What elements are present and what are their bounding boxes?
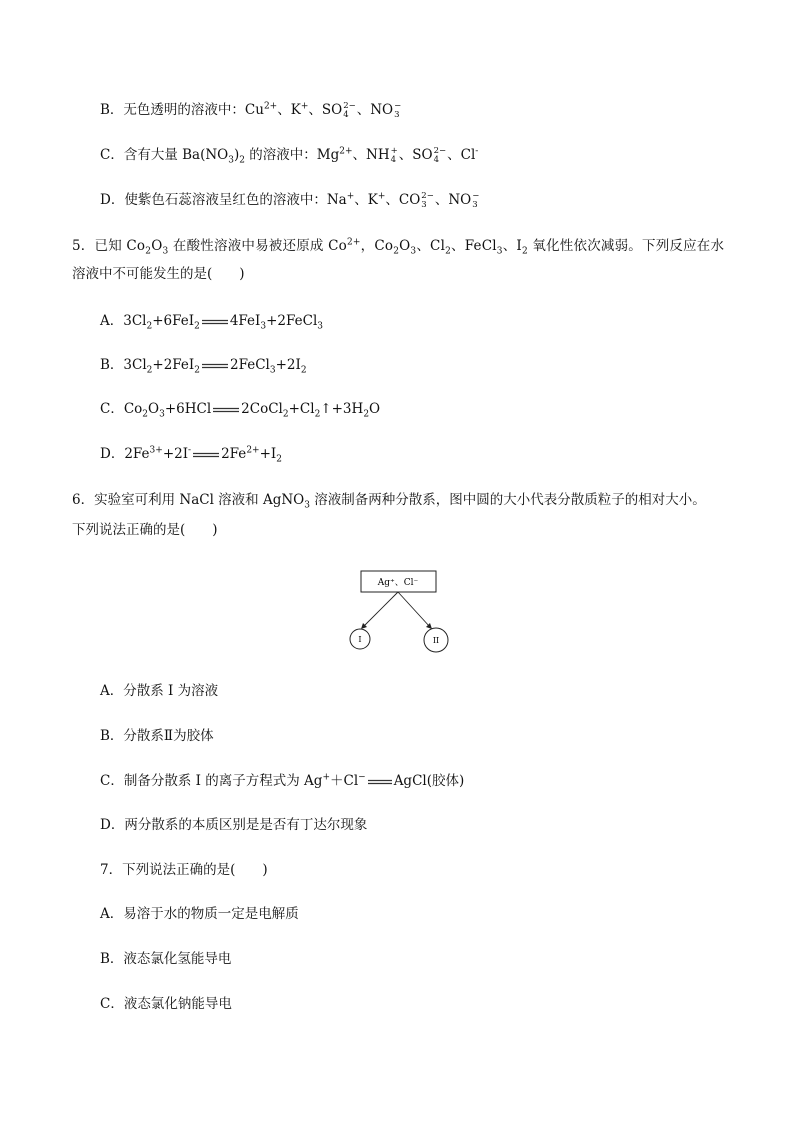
- q6-option-a[interactable]: A．分散系 I 为溶液: [100, 683, 219, 699]
- arrow-left-line: [363, 592, 398, 627]
- q7-option-a[interactable]: A．易溶于水的物质一定是电解质: [100, 906, 299, 922]
- q4-option-b[interactable]: B．无色透明的溶液中：$Cu^{2+}$、K+、SO 2− 4 、NO − 3: [100, 101, 402, 120]
- circle-i-label: I: [358, 635, 362, 644]
- q7-option-c[interactable]: C．液态氯化钠能导电: [100, 996, 232, 1012]
- circle-ii-label: II: [432, 636, 440, 645]
- q7-option-b[interactable]: B．液态氯化氢能导电: [100, 951, 232, 967]
- q6-option-b[interactable]: B．分散系Ⅱ为胶体: [100, 728, 214, 744]
- q5-option-a[interactable]: A．$3Cl_2+6FeI_2$ 4FeI$_3$+2FeCl$_3$: [100, 313, 324, 332]
- equals-arrow-icon: [193, 452, 219, 458]
- q5-option-c[interactable]: C．$Co_2O_3+6HCl$ $2CoCl_2+Cl_2↑+3H_2O$: [100, 401, 381, 420]
- equals-arrow-icon: [368, 779, 392, 785]
- equals-arrow-icon: [213, 407, 239, 413]
- q5-option-b[interactable]: B．$3Cl_2+2FeI_2$ $2FeCl_3+2I_2$: [100, 357, 307, 376]
- ion-box-label: Ag⁺、Cl⁻: [377, 578, 419, 588]
- q4-option-d[interactable]: D．使紫色石蕊溶液呈红色的溶液中：Na+、K+、CO 2− 3 、NO − 3: [100, 191, 480, 210]
- q6-stem: 6．实验室可利用 NaCl 溶液和 AgNO$_3$ 溶液制备两种分散系，图中圆的大小代表分散质粒子的相对大小。: [72, 492, 706, 511]
- q5-stem-line2: 溶液中不可能发生的是( ): [72, 266, 245, 282]
- dispersion-diagram: [340, 565, 470, 660]
- q5-option-d[interactable]: D．$2Fe^{3+}+2I^-$ $2Fe^{2+}+I_2$: [100, 445, 282, 465]
- q5-stem: 5．已知 $Co_2O_3$ 在酸性溶液中易被还原成 $Co^{2+}$，$Co_2O_3$、$Cl_2$、FeCl$_3$、$I_2$ 氧化性依次减弱。下列反应在水: [72, 237, 725, 257]
- equals-arrow-icon: [202, 363, 228, 369]
- q4-option-c[interactable]: C．含有大量 $Ba(NO_3)_2$ 的溶液中：$Mg^{2+}$、NH + 4 、SO 2− 4 、Cl-: [100, 146, 479, 166]
- arrow-right-line: [398, 592, 430, 627]
- q6-option-c[interactable]: C．制备分散系 I 的离子方程式为 Ag+＋Cl− AgCl(胶体): [100, 772, 465, 789]
- equals-arrow-icon: [202, 319, 228, 325]
- q7-stem: 7．下列说法正确的是( ): [100, 862, 268, 878]
- q6-stem-line2: 下列说法正确的是( ): [72, 522, 218, 538]
- q6-option-d[interactable]: D．两分散系的本质区别是是否有丁达尔现象: [100, 817, 368, 833]
